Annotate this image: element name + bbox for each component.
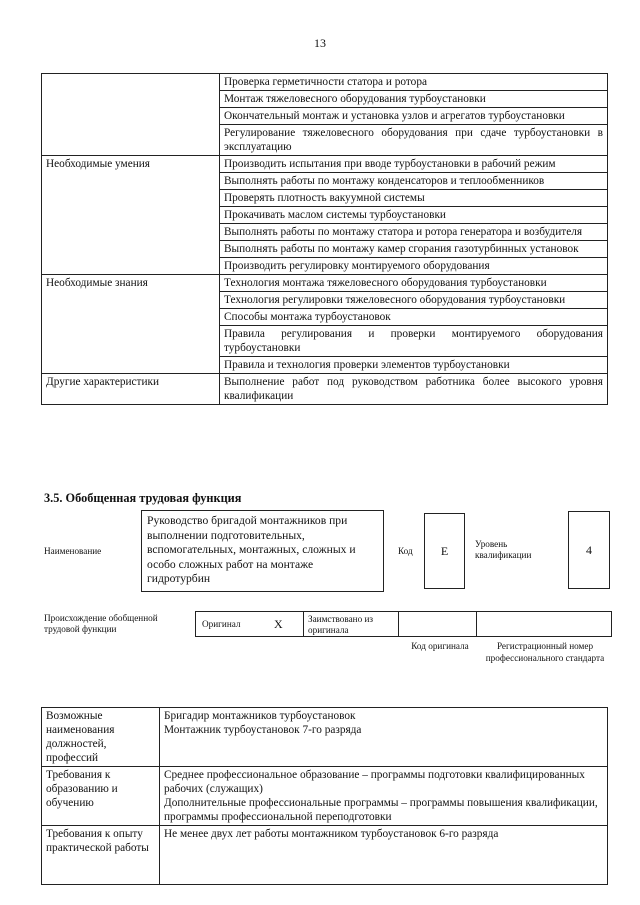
requirement-line: Монтажник турбоустановок 7-го разряда (164, 724, 362, 736)
requirements-table (41, 707, 608, 885)
level-label: Уровень квалификации (475, 539, 532, 560)
code-label: Код (398, 546, 413, 556)
original-cell (195, 611, 304, 637)
section-title: 3.5. Обобщенная трудовая функция (44, 491, 242, 505)
skill-item: Правила регулирования и проверки монтируемого оборудования турбоустановки (220, 326, 608, 357)
origin-row (196, 611, 612, 637)
requirement-value (160, 708, 608, 767)
skills-row (42, 374, 608, 405)
group-label (42, 74, 220, 156)
skill-item: Прокачивать маслом системы турбоустановки (220, 207, 608, 224)
skill-item: Выполнять работы по монтажу статора и ротора генератора и возбудителя (220, 224, 608, 241)
skill-item: Окончательный монтаж и установка узлов и агрегатов турбоустановки (220, 108, 608, 125)
original-mark: X (274, 616, 283, 631)
skill-item: Проверка герметичности статора и ротора (220, 74, 608, 91)
skills-row (42, 74, 608, 91)
requirement-label: Возможные наименования должностей, профессий (42, 708, 160, 767)
skill-item: Технология монтажа тяжеловесного оборудования турбоустановки (220, 275, 608, 292)
requirement-row (42, 826, 608, 885)
requirement-label: Требования к образованию и обучению (42, 767, 160, 826)
requirement-value (160, 767, 608, 826)
skill-item: Выполнять работы по монтажу камер сгорания газотурбинных установок (220, 241, 608, 258)
skill-item: Производить регулировку монтируемого оборудования (220, 258, 608, 275)
group-label: Необходимые знания (42, 275, 220, 374)
group-label: Необходимые умения (42, 156, 220, 275)
code-original-caption: Код оригинала (411, 641, 469, 651)
level-value: 4 (568, 511, 610, 589)
borrowed-label: Заимствовано из оригинала (308, 614, 374, 635)
function-name: Руководство бригадой монтажников при выполнении подготовительных, вспомогательных, монтажных, сложных и особо сложных работ на монтаже гидротурбин (141, 510, 384, 592)
skill-item: Технология регулировки тяжеловесного оборудования турбоустановки (220, 292, 608, 309)
name-label: Наименование (44, 546, 102, 556)
skill-item: Способы монтажа турбоустановок (220, 309, 608, 326)
skills-row (42, 156, 608, 173)
code-value: Е (424, 513, 465, 589)
skill-item: Правила и технология проверки элементов турбоустановки (220, 357, 608, 374)
borrowed-cell (303, 611, 399, 637)
skills-table (41, 73, 608, 405)
skill-item: Монтаж тяжеловесного оборудования турбоустановки (220, 91, 608, 108)
code-original-cell (398, 611, 477, 637)
requirement-line: Бригадир монтажников турбоустановок (164, 710, 356, 722)
requirement-line: Дополнительные профессиональные программы – программы повышения квалификации, программы профессиональной переподготовки (164, 797, 598, 823)
group-label: Другие характеристики (42, 374, 220, 405)
requirement-value (160, 826, 608, 885)
skills-row (42, 275, 608, 292)
origin-label: Происхождение обобщенной трудовой функции (44, 613, 158, 634)
skill-item: Проверять плотность вакуумной системы (220, 190, 608, 207)
skill-item: Выполнять работы по монтажу конденсаторов и теплообменников (220, 173, 608, 190)
skill-item: Регулирование тяжеловесного оборудования при сдаче турбоустановки в эксплуатацию (220, 125, 608, 156)
requirement-row (42, 708, 608, 767)
requirement-line: Среднее профессиональное образование – программы подготовки квалифицированных рабочих (служащих) (164, 769, 585, 795)
requirement-line: Не менее двух лет работы монтажником турбоустановок 6-го разряда (164, 828, 499, 840)
skill-item: Производить испытания при вводе турбоустановки в рабочий режим (220, 156, 608, 173)
requirement-label: Требования к опыту практической работы (42, 826, 160, 885)
reg-number-cell (476, 611, 612, 637)
requirement-row (42, 767, 608, 826)
original-label: Оригинал (202, 618, 241, 629)
reg-number-caption: Регистрационный номер профессионального стандарта (485, 641, 605, 663)
page-number: 13 (314, 36, 326, 50)
skill-item: Выполнение работ под руководством работника более высокого уровня квалификации (220, 374, 608, 405)
